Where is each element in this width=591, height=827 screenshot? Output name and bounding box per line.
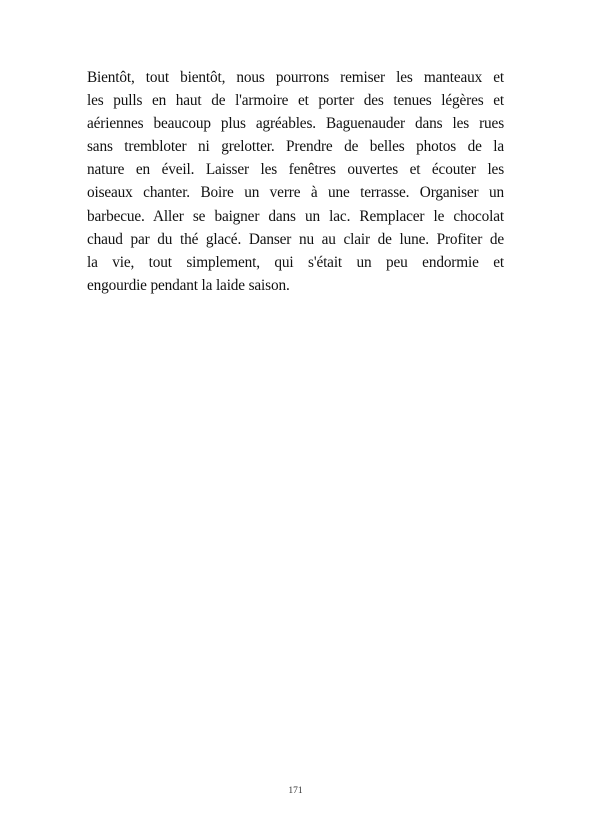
- paragraph-line: la vie, tout simplement, qui s'était un peu endormie et: [87, 253, 504, 271]
- page-number: 171: [288, 786, 303, 796]
- paragraph-line: engourdie pendant la laide saison.: [87, 276, 290, 294]
- paragraph-line: Bientôt, tout bientôt, nous pourrons remiser les manteaux et: [87, 69, 504, 86]
- paragraph-line: barbecue. Aller se baigner dans un lac. Remplacer le chocolat: [87, 207, 504, 225]
- paragraph-line: nature en éveil. Laisser les fenêtres ouvertes et écouter les: [87, 161, 504, 179]
- paragraph-line: les pulls en haut de l'armoire et porter des tenues légères et: [87, 92, 504, 110]
- paragraph-line: sans trembloter ni grelotter. Prendre de belles photos de la: [87, 138, 504, 156]
- body-paragraph: [87, 66, 504, 297]
- paragraph-line: chaud par du thé glacé. Danser nu au clair de lune. Profiter de: [87, 230, 504, 248]
- paragraph-line: oiseaux chanter. Boire un verre à une terrasse. Organiser un: [87, 184, 504, 202]
- paragraph-line: aériennes beaucoup plus agréables. Baguenauder dans les rues: [87, 115, 504, 133]
